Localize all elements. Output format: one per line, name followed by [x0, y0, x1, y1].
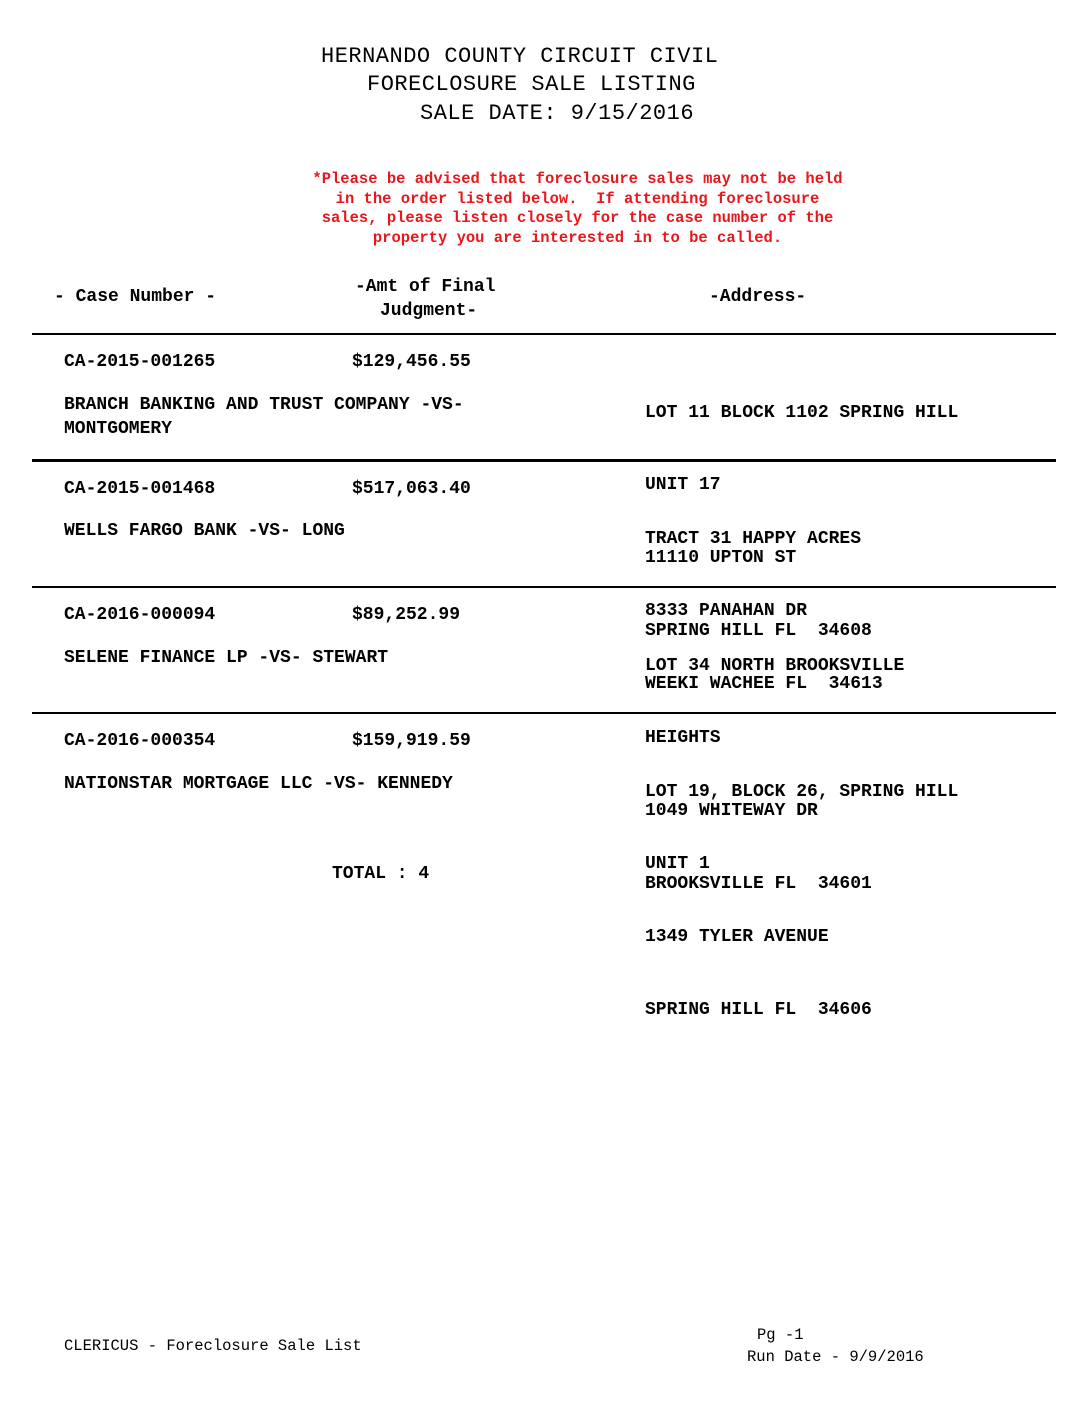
address-line: LOT 11 BLOCK 1102 SPRING HILL [645, 402, 959, 423]
header-divider [32, 333, 1056, 335]
case-parties: WELLS FARGO BANK -VS- LONG [64, 521, 345, 541]
case-number: CA-2015-001265 [64, 352, 216, 372]
advisory-line: *Please be advised that foreclosure sales may not be held [312, 170, 843, 188]
column-header-amount-line2: Judgment- [380, 301, 478, 321]
footer-system-name: CLERICUS - Foreclosure Sale List [64, 1337, 362, 1355]
judgment-amount: $129,456.55 [352, 352, 471, 372]
address-line: 8333 PANAHAN DR [645, 601, 808, 622]
judgment-amount: $89,252.99 [352, 605, 461, 625]
address-line: LOT 19, BLOCK 26, SPRING HILL [645, 781, 959, 802]
address-line: BROOKSVILLE FL 34601 [645, 874, 872, 895]
address-line: UNIT 1 [645, 854, 710, 875]
report-subtitle: FORECLOSURE SALE LISTING [367, 72, 696, 97]
column-header-amount-line1: -Amt of Final [355, 277, 496, 297]
address-line: TRACT 31 HAPPY ACRES [645, 528, 862, 549]
column-header-address: -Address- [709, 287, 807, 307]
address-line: WEEKI WACHEE FL 34613 [645, 674, 883, 695]
advisory-line: sales, please listen closely for the case number of the [321, 209, 834, 228]
case-parties-continued: MONTGOMERY [64, 419, 173, 439]
case-parties: BRANCH BANKING AND TRUST COMPANY -VS- [64, 395, 464, 415]
footer-run-date: Run Date - 9/9/2016 [747, 1348, 924, 1366]
judgment-amount: $159,919.59 [352, 731, 471, 751]
report-title: HERNANDO COUNTY CIRCUIT CIVIL [321, 44, 719, 69]
advisory-notice [250, 170, 905, 248]
case-number: CA-2016-000094 [64, 605, 216, 625]
address-line: 1349 TYLER AVENUE [645, 927, 829, 948]
address-line: 1049 WHITEWAY DR [645, 801, 818, 822]
case-number: CA-2016-000354 [64, 731, 216, 751]
address-line: UNIT 17 [645, 475, 721, 496]
advisory-line: property you are interested in to be called. [372, 228, 783, 247]
column-header-case-number: - Case Number - [54, 287, 217, 307]
sale-date: SALE DATE: 9/15/2016 [420, 101, 695, 126]
property-address [645, 731, 958, 1071]
case-parties: SELENE FINANCE LP -VS- STEWART [64, 648, 389, 668]
case-number: CA-2015-001468 [64, 479, 216, 499]
judgment-amount: $517,063.40 [352, 479, 471, 499]
footer-page-number: Pg -1 [757, 1326, 804, 1344]
total-count: TOTAL : 4 [332, 864, 430, 884]
address-line: LOT 34 NORTH BROOKSVILLE [645, 655, 905, 676]
advisory-line: in the order listed below. If attending foreclosure [335, 189, 820, 208]
address-line: SPRING HILL FL 34608 [645, 621, 872, 642]
case-parties: NATIONSTAR MORTGAGE LLC -VS- KENNEDY [64, 774, 453, 794]
address-line: HEIGHTS [645, 728, 721, 749]
address-line: 11110 UPTON ST [645, 548, 797, 569]
address-line: SPRING HILL FL 34606 [645, 1000, 872, 1021]
